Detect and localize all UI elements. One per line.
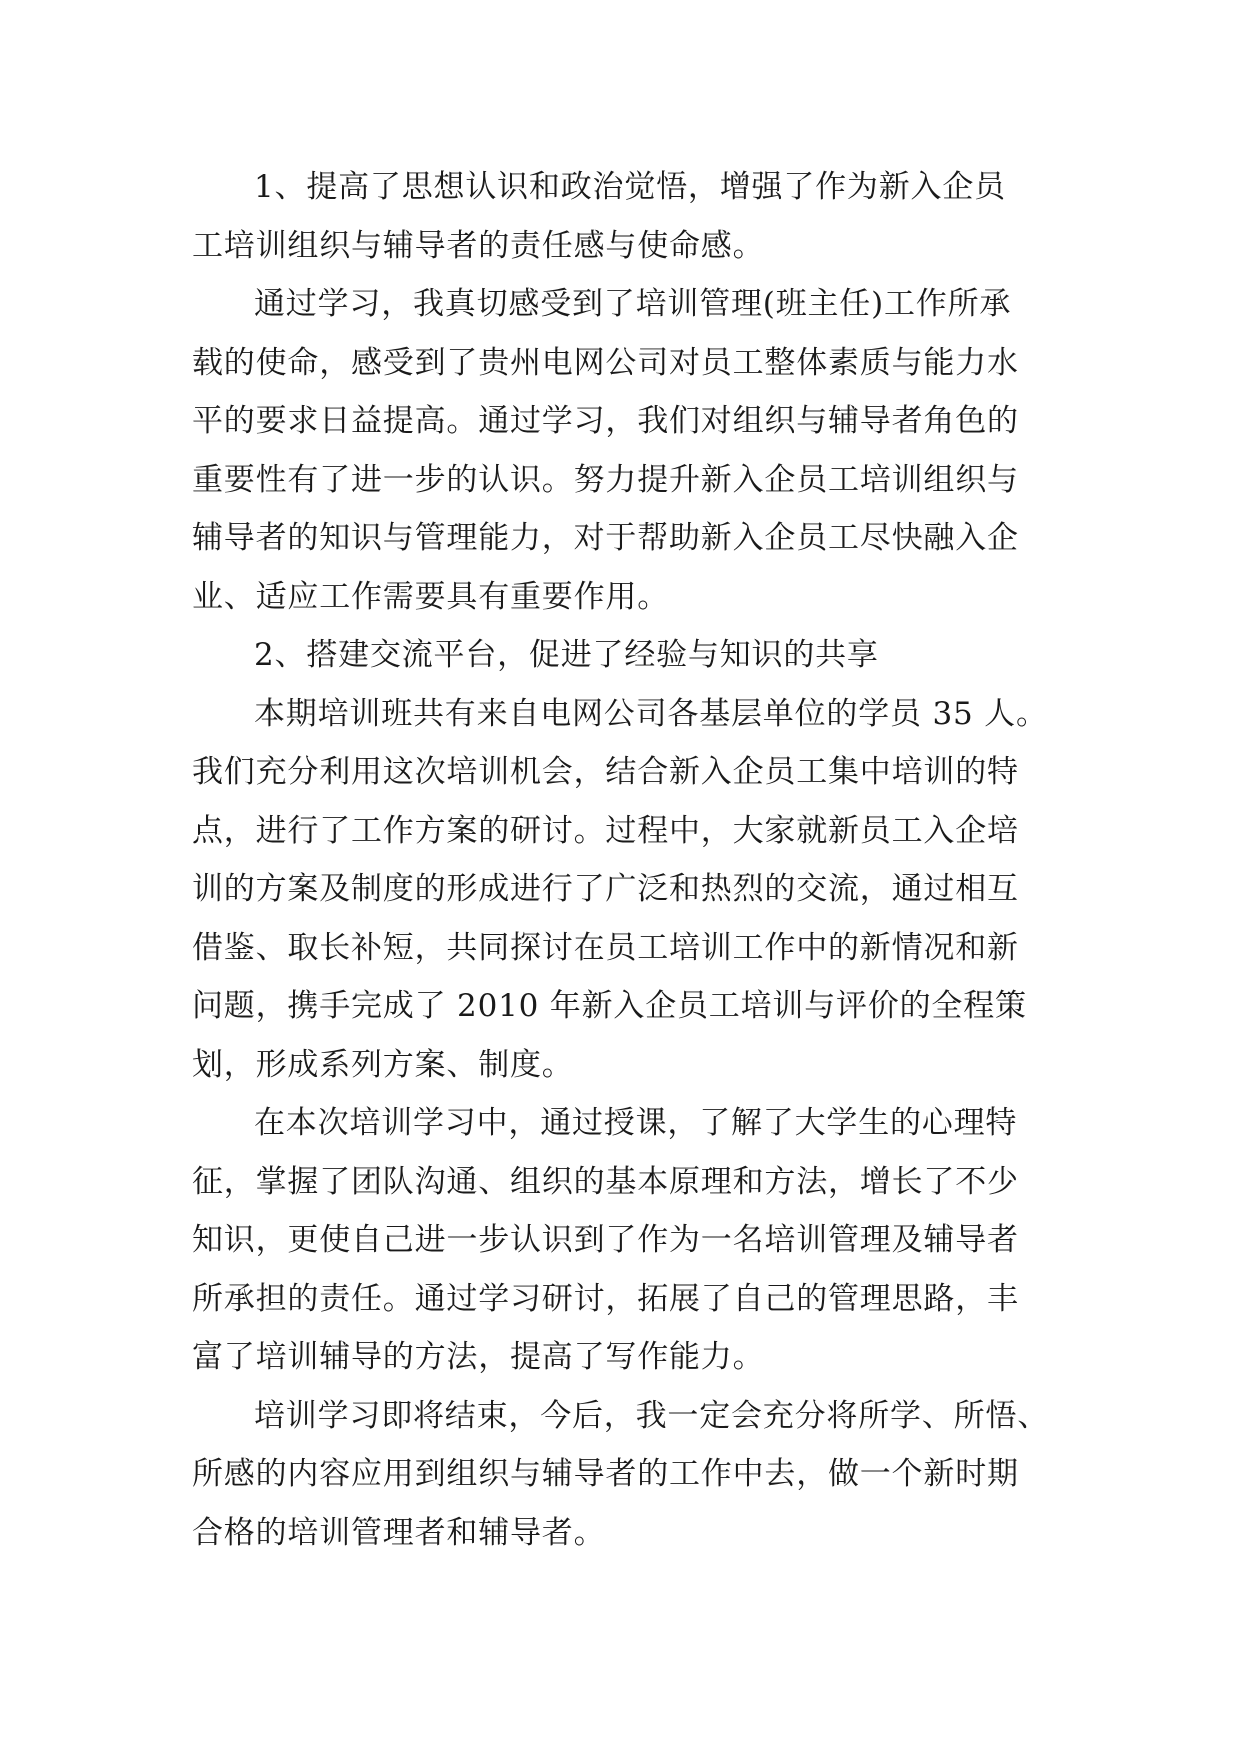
text-line: 我们充分利用这次培训机会，结合新入企员工集中培训的特 [192, 754, 1019, 790]
paragraph-1 [192, 158, 1060, 275]
text-line: 工培训组织与辅导者的责任感与使命感。 [192, 227, 765, 264]
text-line: 所感的内容应用到组织与辅导者的工作中去，做一个新时期 [192, 1456, 1019, 1492]
text-line: 辅导者的知识与管理能力，对于帮助新入企员工尽快融入企 [192, 520, 1019, 556]
text-line: 点，进行了工作方案的研讨。过程中，大家就新员工入企培 [192, 812, 1019, 849]
text-line: 载的使命，感受到了贵州电网公司对员工整体素质与能力水 [192, 344, 1019, 381]
text-line: 本期培训班共有来自电网公司各基层单位的学员 35 人。 [254, 695, 1048, 732]
text-line: 在本次培训学习中，通过授课，了解了大学生的心理特 [254, 1105, 1018, 1141]
text-line: 问题，携手完成了 2010 年新入企员工培训与评价的全程策 [192, 988, 1027, 1024]
text-line: 富了培训辅导的方法，提高了写作能力。 [192, 1339, 765, 1375]
text-line: 1、提高了思想认识和政治觉悟，增强了作为新入企员 [254, 169, 1006, 205]
text-line: 培训学习即将结束，今后，我一定会充分将所学、所悟、 [254, 1397, 1049, 1434]
paragraph-6 [192, 1387, 1060, 1563]
paragraph-3 [192, 626, 1060, 685]
text-line: 借鉴、取长补短，共同探讨在员工培训工作中的新情况和新 [192, 929, 1019, 966]
text-line: 重要性有了进一步的认识。努力提升新入企员工培训组织与 [192, 461, 1019, 498]
text-line: 通过学习，我真切感受到了培训管理(班主任)工作所承 [254, 286, 1012, 322]
text-line: 业、适应工作需要具有重要作用。 [192, 578, 669, 615]
paragraph-5 [192, 1094, 1060, 1387]
text-line: 平的要求日益提高。通过学习，我们对组织与辅导者角色的 [192, 403, 1019, 439]
text-line: 训的方案及制度的形成进行了广泛和热烈的交流，通过相互 [192, 871, 1019, 907]
text-line: 合格的培训管理者和辅导者。 [192, 1514, 606, 1551]
text-line: 知识，更使自己进一步认识到了作为一名培训管理及辅导者 [192, 1222, 1019, 1258]
text-line: 所承担的责任。通过学习研讨，拓展了自己的管理思路，丰 [192, 1280, 1019, 1317]
document-body [192, 158, 1060, 1562]
text-line: 征，掌握了团队沟通、组织的基本原理和方法，增长了不少 [192, 1163, 1019, 1200]
text-line: 2、搭建交流平台，促进了经验与知识的共享 [254, 637, 879, 673]
text-line: 划，形成系列方案、制度。 [192, 1046, 574, 1083]
paragraph-4 [192, 685, 1060, 1095]
paragraph-2 [192, 275, 1060, 626]
